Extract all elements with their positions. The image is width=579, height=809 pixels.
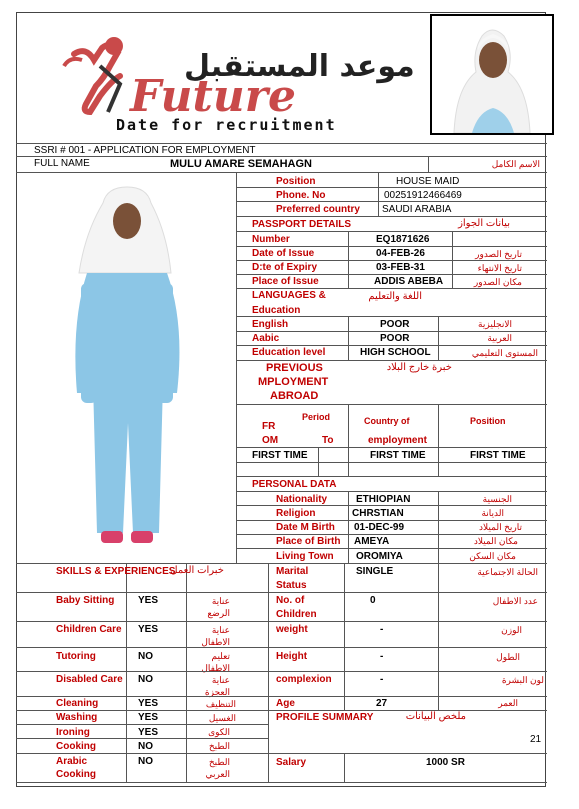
- skill-label: Children Care: [56, 624, 122, 635]
- profile-summary-label: PROFILE SUMMARY: [276, 712, 374, 723]
- country-employment-label-1: Country of: [364, 416, 410, 426]
- religion-label: Religion: [276, 508, 316, 519]
- skill-value: YES: [138, 698, 159, 709]
- skill-value: NO: [138, 741, 153, 752]
- languages-arabic: اللغة والتعليم: [368, 291, 422, 302]
- living-value: OROMIYA: [356, 551, 403, 562]
- arabic-value: POOR: [380, 333, 410, 344]
- skill-label-2: Cooking: [56, 769, 96, 780]
- education-arabic: المستوى التعليمي: [471, 348, 538, 358]
- expiry-value: 03-FEB-31: [376, 262, 425, 273]
- issue-value: 04-FEB-26: [376, 248, 425, 259]
- salary-value: 1000 SR: [426, 757, 465, 768]
- skill-arabic-2: العربي: [205, 769, 230, 779]
- expiry-arabic: تاريخ الانتهاء: [477, 263, 522, 273]
- religion-arabic: الديانة: [481, 508, 504, 518]
- skills-heading-arabic: خبرات العمل: [170, 565, 224, 576]
- experience-heading-1: PREVIOUS: [266, 362, 323, 374]
- skill-arabic: الكوى: [208, 727, 230, 737]
- skill-value: YES: [138, 727, 159, 738]
- experience-heading-3: ABROAD: [270, 390, 319, 402]
- skill-arabic-2: العجزة: [204, 687, 230, 697]
- skill-value: YES: [138, 712, 159, 723]
- pob-value: AMEYA: [354, 536, 390, 547]
- portrait-photo: [430, 14, 554, 135]
- country-label: Preferred country: [276, 204, 360, 215]
- skill-arabic-2: الاطفال: [201, 663, 230, 673]
- skills-heading: SKILLS & EXPERIENCES: [56, 566, 176, 577]
- education-label: Education level: [252, 347, 326, 358]
- age-label: Age: [276, 698, 295, 709]
- country-employment-label-2: employment: [368, 435, 427, 446]
- skill-arabic: الطبخ: [208, 741, 230, 751]
- experience-from-value: FIRST TIME: [252, 450, 308, 461]
- religion-value: CHRSTIAN: [352, 508, 404, 519]
- brand-arabic: موعد المستقبل: [184, 49, 415, 84]
- english-arabic: الانجليزية: [478, 319, 512, 329]
- logo: [56, 20, 415, 138]
- nationality-value: ETHIOPIAN: [356, 494, 411, 505]
- tagline: Date for recruitment: [116, 116, 337, 134]
- children-label-2: Children: [276, 609, 317, 620]
- page-number: 21: [530, 734, 542, 745]
- position-label: Position: [276, 176, 316, 187]
- languages-subheading: Education: [252, 305, 301, 316]
- skill-label: Cleaning: [56, 698, 99, 709]
- age-arabic: العمر: [498, 698, 518, 708]
- weight-arabic: الوزن: [501, 625, 522, 635]
- skill-arabic: عناية: [211, 675, 230, 685]
- to-label: To: [322, 435, 334, 446]
- place-issue-arabic: مكان الصدور: [473, 277, 522, 287]
- passport-number-label: Number: [252, 234, 290, 245]
- portrait-image: [432, 16, 552, 133]
- position-value: HOUSE MAID: [396, 176, 460, 187]
- dob-arabic: تاريخ الميلاد: [479, 522, 522, 532]
- full-body-image: [17, 173, 236, 563]
- skill-value: NO: [138, 674, 153, 685]
- complexion-label: complexion: [276, 674, 332, 685]
- skill-label: Tutoring: [56, 651, 96, 662]
- skill-label: Ironing: [56, 727, 90, 738]
- full-name-value: MULU AMARE SEMAHAGN: [170, 158, 312, 170]
- arabic-arabic: العربية: [487, 333, 512, 343]
- education-value: HIGH SCHOOL: [360, 347, 431, 358]
- skill-label: Arabic: [56, 756, 88, 767]
- expiry-label: D:te of Expiry: [252, 262, 318, 273]
- skill-value: NO: [138, 651, 153, 662]
- living-label: Living Town: [276, 551, 334, 562]
- place-issue-value: ADDIS ABEBA: [374, 276, 444, 287]
- skill-arabic: الطبخ: [208, 757, 230, 767]
- issue-label: Date of Issue: [252, 248, 315, 259]
- marital-arabic: الحالة الاجتماعية: [477, 567, 538, 577]
- skill-label: Disabled Care: [56, 674, 123, 685]
- complexion-arabic: لون البشرة: [501, 675, 544, 685]
- skill-arabic: التنظيف: [205, 699, 236, 709]
- position-column-label: Position: [470, 416, 506, 426]
- children-label: No. of: [276, 595, 305, 606]
- english-value: POOR: [380, 319, 410, 330]
- living-arabic: مكان السكن: [469, 551, 516, 561]
- marital-value: SINGLE: [356, 566, 394, 577]
- place-issue-label: Place of Issue: [252, 276, 319, 287]
- pob-arabic: مكان الميلاد: [473, 536, 518, 546]
- passport-heading: PASSPORT DETAILS: [252, 219, 352, 230]
- full-name-arabic: الاسم الكامل: [491, 159, 540, 169]
- full-name-label: FULL NAME: [34, 158, 90, 169]
- nationality-arabic: الجنسية: [482, 494, 512, 504]
- height-arabic: الطول: [496, 652, 520, 662]
- issue-arabic: تاريخ الصدور: [475, 249, 522, 259]
- skill-label: Baby Sitting: [56, 595, 115, 606]
- skill-label: Cooking: [56, 741, 96, 752]
- skill-value: NO: [138, 756, 153, 767]
- full-body-photo: [17, 173, 236, 563]
- skill-arabic: تعليم: [211, 651, 230, 661]
- arabic-label: Aabic: [252, 333, 280, 344]
- weight-value: -: [380, 624, 384, 635]
- nationality-label: Nationality: [276, 494, 328, 505]
- languages-heading: LANGUAGES &: [252, 290, 326, 301]
- pob-label: Place of Birth: [276, 536, 341, 547]
- experience-position-value: FIRST TIME: [470, 450, 526, 461]
- age-value: 27: [376, 698, 388, 709]
- marital-label: Marital: [276, 566, 309, 577]
- experience-arabic: خبرة خارج البلاد: [386, 362, 452, 373]
- skill-arabic: الغسيل: [208, 713, 236, 723]
- skill-value: YES: [138, 624, 159, 635]
- children-value: 0: [370, 595, 376, 606]
- skill-label: Washing: [56, 712, 98, 723]
- skill-arabic: عناية: [211, 625, 230, 635]
- experience-heading-2: MPLOYMENT: [258, 376, 329, 388]
- country-value: SAUDI ARABIA: [382, 204, 452, 215]
- children-arabic: عدد الاطفال: [492, 596, 538, 606]
- dob-value: 01-DEC-99: [354, 522, 405, 533]
- phone-label: Phone. No: [276, 190, 326, 201]
- salary-label: Salary: [276, 757, 307, 768]
- personal-heading: PERSONAL DATA: [252, 479, 337, 490]
- skill-value: YES: [138, 595, 159, 606]
- from-label-2: OM: [262, 435, 279, 446]
- height-label: Height: [276, 651, 308, 662]
- skill-arabic-2: الاطفال: [201, 637, 230, 647]
- height-value: -: [380, 651, 384, 662]
- skill-arabic: عناية: [211, 596, 230, 606]
- experience-country-value: FIRST TIME: [370, 450, 426, 461]
- complexion-value: -: [380, 674, 384, 685]
- brand-latin: Future: [130, 71, 296, 122]
- phone-value: 00251912466469: [384, 190, 462, 201]
- from-label-1: FR: [262, 421, 276, 432]
- weight-label: weight: [276, 624, 308, 635]
- passport-number: EQ1871626: [376, 234, 430, 245]
- period-label: Period: [302, 412, 331, 422]
- dob-label: Date M Birth: [276, 522, 335, 533]
- profile-summary-arabic: ملخص البيانات: [405, 711, 466, 722]
- english-label: English: [252, 319, 289, 330]
- skill-arabic-2: الرضع: [207, 608, 230, 618]
- form-title: SSRI # 001 - APPLICATION FOR EMPLOYMENT: [34, 145, 256, 156]
- passport-heading-arabic: بيانات الجواز: [458, 218, 510, 229]
- marital-label-2: Status: [276, 580, 307, 591]
